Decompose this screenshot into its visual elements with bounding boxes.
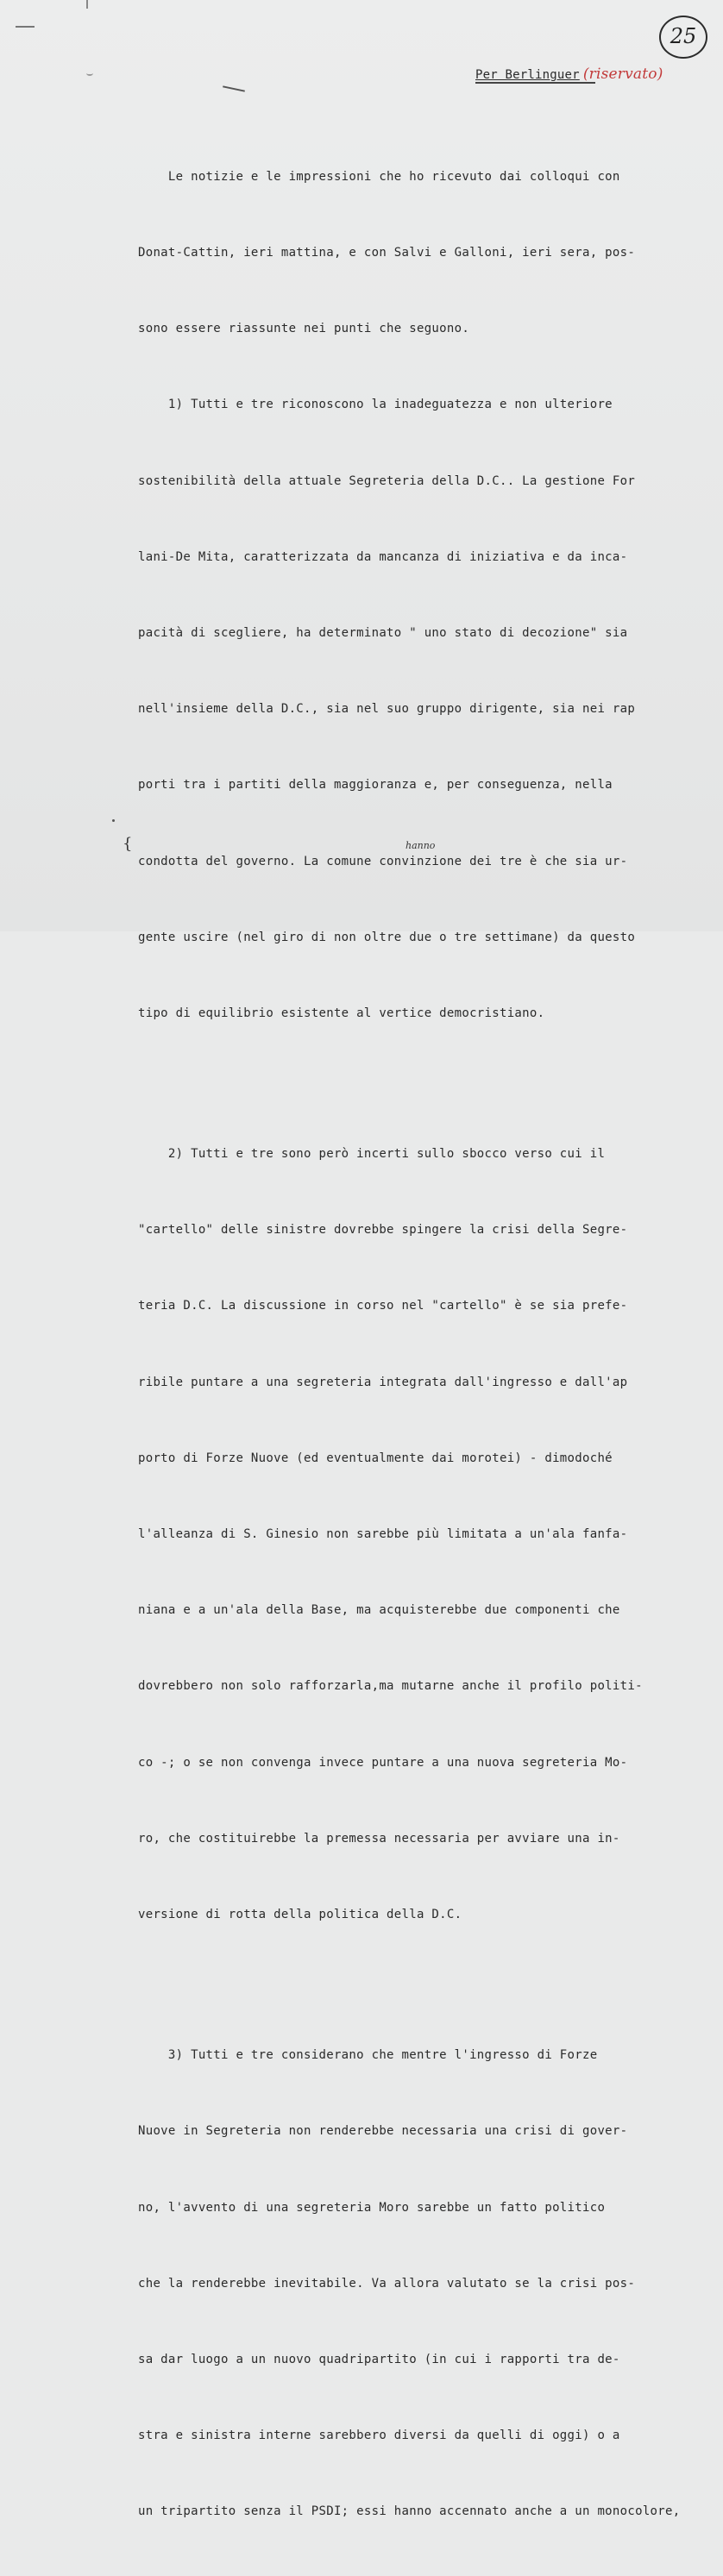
text-line: ro, che costituirebbe la premessa necessaria per avviare una in- [138, 1831, 620, 1846]
margin-dot [112, 819, 115, 822]
text-line: versione di rotta della politica della D.C. [138, 1908, 462, 1922]
header-title: Per Berlinguer [475, 68, 580, 82]
text-line: co -; o se non convenga invece puntare a una nuova segreteria Mo- [138, 1755, 628, 1770]
header-underline [475, 82, 595, 85]
text-line: un tripartito senza il PSDI; essi hanno accennato anche a un monocolore, [138, 2504, 681, 2519]
text-line: pacità di scegliere, ha determinato " uno stato di decozione" sia [138, 626, 628, 641]
text-line: nell'insieme della D.C., sia nel suo gruppo dirigente, sia nei rap [138, 702, 636, 717]
text-line: Le notizie e le impressioni che ho ricevuto dai colloqui con [138, 169, 620, 184]
text-line: dovrebbero non solo rafforzarla,ma mutarne anche il profilo politi- [138, 1679, 643, 1694]
typewritten-text [138, 114, 712, 2576]
document-header [475, 66, 663, 83]
text-line: lani-De Mita, caratterizzata da mancanza di iniziativa e da inca- [138, 549, 628, 564]
text-line: sa dar luogo a un nuovo quadripartito (in cui i rapporti tra de- [138, 2352, 620, 2366]
text-line: condotta del governo. La comune convinzione dei tre è che sia ur- [138, 854, 628, 868]
scan-mark [86, 0, 88, 9]
handwritten-note: (riservato) [582, 66, 663, 83]
scan-mark [86, 71, 93, 76]
text-line: Donat-Cattin, ieri mattina, e con Salvi e Galloni, ieri sera, pos- [138, 246, 636, 260]
text-line: l'alleanza di S. Ginesio non sarebbe più limitata a un'ala fanfa- [138, 1527, 628, 1542]
margin-edit-mark: { [123, 835, 133, 853]
text-line: ribile puntare a una segreteria integrata dall'ingresso e dall'ap [138, 1375, 628, 1389]
pen-mark [223, 85, 245, 91]
text-line: 2) Tutti e tre sono però incerti sullo sbocco verso cui il [138, 1147, 606, 1162]
text-line: porto di Forze Nuove (ed eventualmente dai morotei) - dimodoché [138, 1451, 613, 1465]
handwritten-insert: hanno [406, 840, 436, 851]
text-line: 1) Tutti e tre riconoscono la inadeguatezza e non ulteriore [138, 398, 613, 412]
text-line: niana e a un'ala della Base, ma acquisterebbe due componenti che [138, 1603, 620, 1618]
scan-mark [16, 26, 35, 28]
text-line: Nuove in Segreteria non renderebbe necessaria una crisi di gover- [138, 2124, 628, 2139]
text-line: stra e sinistra interne sarebbero diversi da quelli di oggi) o a [138, 2429, 620, 2443]
text-line: sono essere riassunte nei punti che seguono. [138, 322, 470, 336]
text-line: che la renderebbe inevitabile. Va allora valutato se la crisi pos- [138, 2276, 636, 2291]
text-line: teria D.C. La discussione in corso nel "cartello" è se sia prefe- [138, 1299, 628, 1313]
text-line: porti tra i partiti della maggioranza e, per conseguenza, nella [138, 778, 613, 793]
text-line: "cartello" delle sinistre dovrebbe spingere la crisi della Segre- [138, 1223, 628, 1238]
text-line: no, l'avvento di una segreteria Moro sarebbe un fatto politico [138, 2200, 606, 2215]
text-line: sostenibilità della attuale Segreteria della D.C.. La gestione For [138, 473, 636, 488]
page-number-stamp: 25 [659, 16, 707, 59]
text-line: 3) Tutti e tre considerano che mentre l'ingresso di Forze [138, 2048, 598, 2063]
text-line: tipo di equilibrio esistente al vertice democristiano. [138, 1006, 545, 1021]
text-line: gente uscire (nel giro di non oltre due o tre settimane) da questo [138, 930, 636, 944]
